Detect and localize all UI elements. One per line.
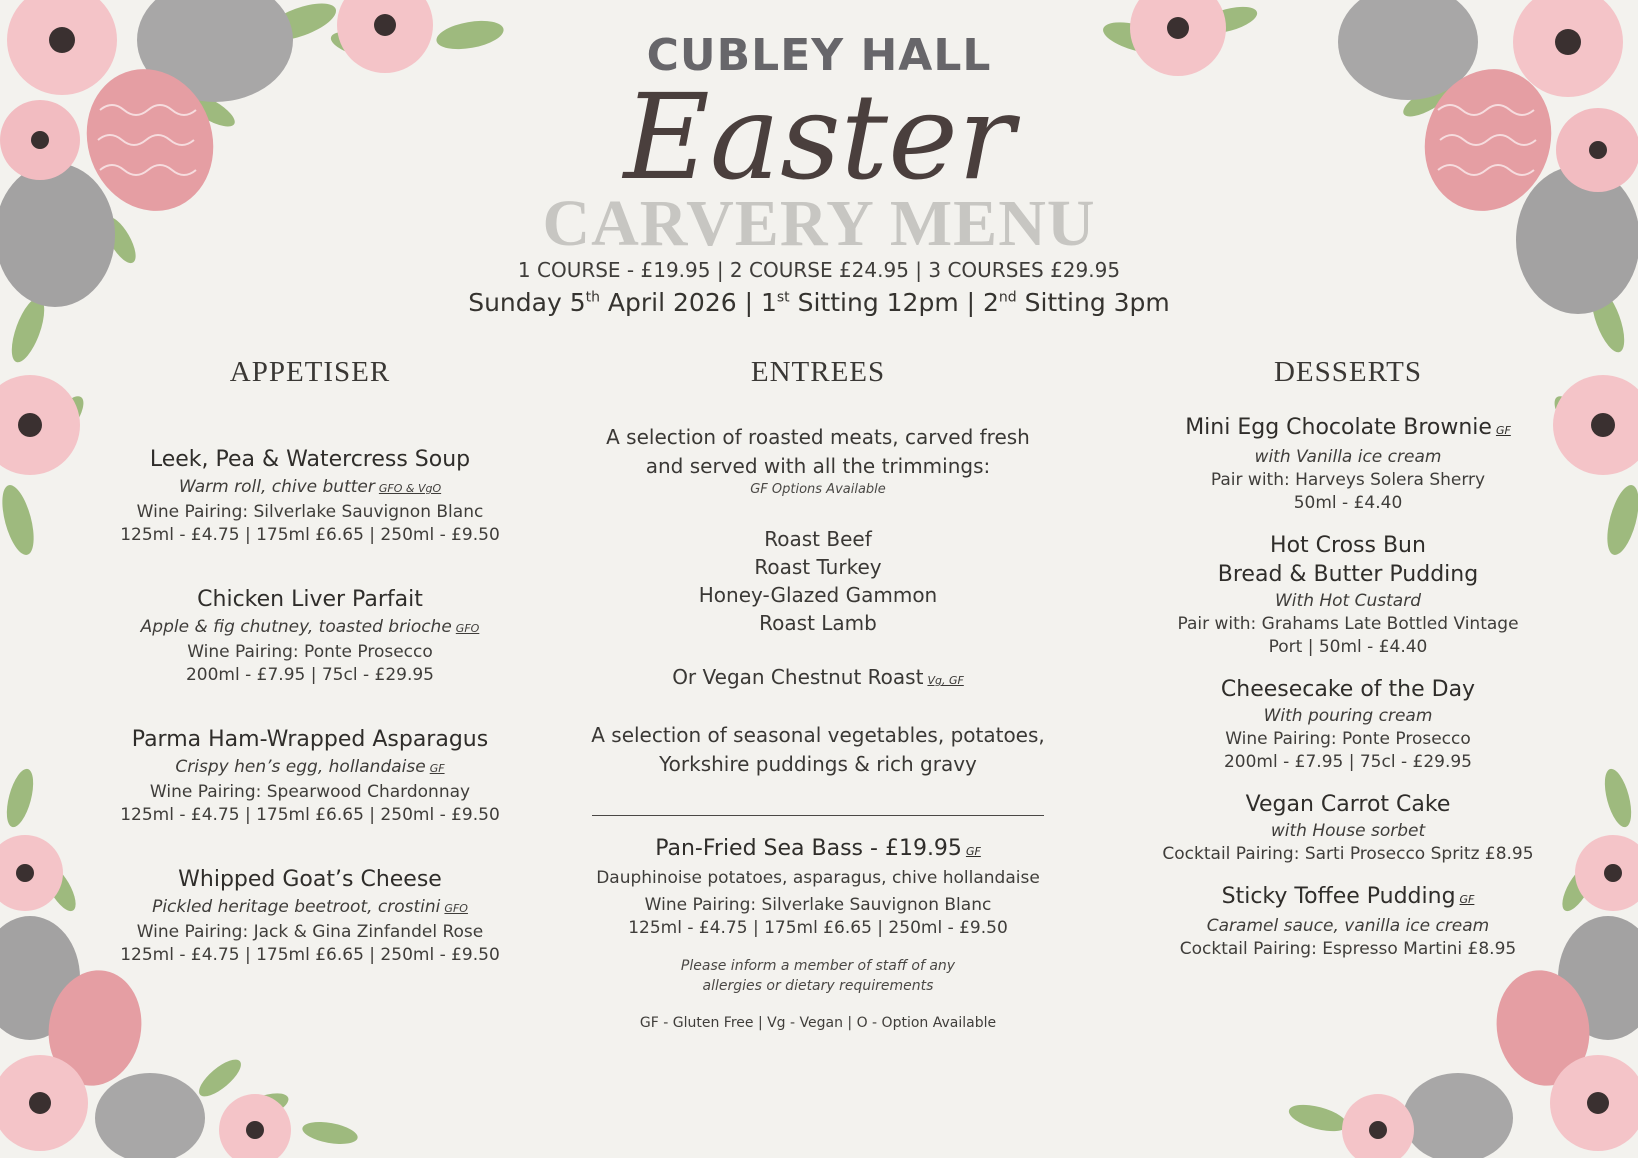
dietary-tag: GF	[1459, 893, 1475, 906]
easter-script-title: Easter	[623, 68, 1015, 206]
pairing-price: 125ml - £4.75 | 175ml £6.65 | 250ml - £9.50	[628, 918, 1008, 938]
entrees-heading: ENTREES	[750, 356, 886, 388]
dish-name: Whipped Goat’s Cheese	[178, 867, 442, 892]
dish-description: Caramel sauce, vanilla ice cream	[1206, 916, 1490, 936]
dish-description: with House sorbet	[1270, 821, 1426, 841]
sides-description	[568, 721, 1068, 779]
dish-name: Parma Ham-Wrapped Asparagus	[131, 727, 489, 752]
dish-name: Leek, Pea & Watercress Soup	[149, 447, 471, 472]
menu-item	[1108, 675, 1588, 774]
dietary-tag: GF	[429, 762, 445, 775]
menu-item	[1108, 882, 1588, 961]
sides-line: A selection of seasonal vegetables, potatoes,	[591, 723, 1045, 747]
dish-description: Pickled heritage beetroot, crostini GFO	[152, 897, 468, 917]
menu-item	[60, 445, 560, 547]
menu-subtitle: CARVERY MENU	[542, 187, 1096, 260]
wine-pairing: Wine Pairing: Ponte Prosecco	[187, 642, 433, 662]
menu-item	[1108, 790, 1588, 866]
meat-item: Roast Beef	[764, 527, 872, 551]
drink-pairing: Wine Pairing: Ponte Prosecco	[1225, 729, 1471, 749]
pairing-price: 200ml - £7.95 | 75cl - £29.95	[185, 665, 434, 685]
wine-pairing: Wine Pairing: Silverlake Sauvignon Blanc	[644, 895, 992, 915]
sides-line: Yorkshire puddings & rich gravy	[659, 752, 977, 776]
meat-item: Roast Turkey	[754, 555, 882, 579]
dish-name: Vegan Carrot Cake	[1245, 792, 1451, 817]
sitting-times: Sunday 5th April 2026 | 1st Sitting 12pm | 2nd Sitting 3pm	[468, 288, 1170, 317]
dietary-tag: Vg, GF	[927, 674, 964, 687]
menu-item	[60, 585, 560, 687]
dietary-tag: GFO & VgO	[378, 482, 442, 495]
dietary-key: GF - Gluten Free | Vg - Vegan | O - Option Available	[639, 1015, 997, 1031]
drink-pairing: Cocktail Pairing: Espresso Martini £8.95	[1179, 939, 1517, 959]
pairing-price: 125ml - £4.75 | 175ml £6.65 | 250ml - £9.50	[120, 805, 500, 825]
allergy-line: allergies or dietary requirements	[702, 978, 934, 994]
pairing-price: 125ml - £4.75 | 175ml £6.65 | 250ml - £9.50	[120, 945, 500, 965]
vegan-option: Or Vegan Chestnut Roast Vg, GF	[672, 665, 964, 689]
menu-item	[1108, 531, 1588, 659]
gf-options-note: GF Options Available	[750, 482, 886, 497]
course-prices: 1 COURSE - £19.95 | 2 COURSE £24.95 | 3 COURSES £29.95	[517, 258, 1121, 282]
dietary-tag: GF	[965, 845, 981, 858]
pairing-price: 125ml - £4.75 | 175ml £6.65 | 250ml - £9.50	[120, 525, 500, 545]
wine-pairing: Wine Pairing: Jack & Gina Zinfandel Rose	[136, 922, 484, 942]
drink-pairing: Pair with: Harveys Solera Sherry	[1210, 470, 1486, 490]
dish-name: Sticky Toffee Pudding GF	[1221, 884, 1475, 909]
carvery-intro	[568, 423, 1068, 481]
dish-description: Warm roll, chive butter GFO & VgO	[178, 477, 442, 497]
dish-description: with Vanilla ice cream	[1254, 447, 1442, 467]
dish-name: Chicken Liver Parfait	[197, 587, 423, 612]
intro-line: A selection of roasted meats, carved fresh	[606, 425, 1030, 449]
dish-name: Hot Cross Bun	[1270, 533, 1426, 558]
drink-pairing: Cocktail Pairing: Sarti Prosecco Spritz £8.95	[1162, 844, 1534, 864]
desserts-column	[1108, 356, 1588, 977]
dish-name-line-2: Bread & Butter Pudding	[1217, 562, 1479, 587]
dietary-tag: GF	[1495, 424, 1511, 437]
wine-pairing: Wine Pairing: Spearwood Chardonnay	[149, 782, 471, 802]
dietary-tag: GFO	[444, 902, 468, 915]
pairing-price: 50ml - £4.40	[1293, 493, 1403, 513]
meat-item: Honey-Glazed Gammon	[698, 583, 938, 607]
dish-description: Apple & fig chutney, toasted brioche GFO	[140, 617, 480, 637]
dish-description: Crispy hen’s egg, hollandaise GF	[175, 757, 445, 777]
entrees-column	[568, 356, 1068, 1035]
allergy-note	[568, 956, 1068, 996]
menu-item	[60, 725, 560, 827]
dish-name: Mini Egg Chocolate Brownie GF	[1185, 415, 1511, 440]
dish-description: With pouring cream	[1263, 706, 1433, 726]
desserts-heading: DESSERTS	[1273, 356, 1423, 388]
pairing-price: 200ml - £7.95 | 75cl - £29.95	[1223, 752, 1472, 772]
meat-item: Roast Lamb	[759, 611, 877, 635]
drink-pairing: Pair with: Grahams Late Bottled Vintage	[1177, 614, 1519, 634]
venue-name: CUBLEY HALL	[646, 30, 992, 81]
pairing-price: Port | 50ml - £4.40	[1268, 637, 1428, 657]
dish-description: With Hot Custard	[1275, 591, 1421, 611]
fish-dish-name: Pan-Fried Sea Bass - £19.95 GF	[655, 836, 981, 861]
menu-item	[60, 865, 560, 967]
appetiser-heading: APPETISER	[229, 356, 391, 388]
fish-dish-description: Dauphinoise potatoes, asparagus, chive hollandaise	[596, 868, 1040, 888]
menu-item	[1108, 413, 1588, 515]
wine-pairing: Wine Pairing: Silverlake Sauvignon Blanc	[136, 502, 484, 522]
dish-name: Cheesecake of the Day	[1220, 677, 1476, 702]
allergy-line: Please inform a member of staff of any	[680, 958, 956, 974]
dietary-tag: GFO	[455, 622, 480, 635]
appetiser-column	[60, 356, 560, 1005]
intro-line: and served with all the trimmings:	[645, 454, 991, 478]
